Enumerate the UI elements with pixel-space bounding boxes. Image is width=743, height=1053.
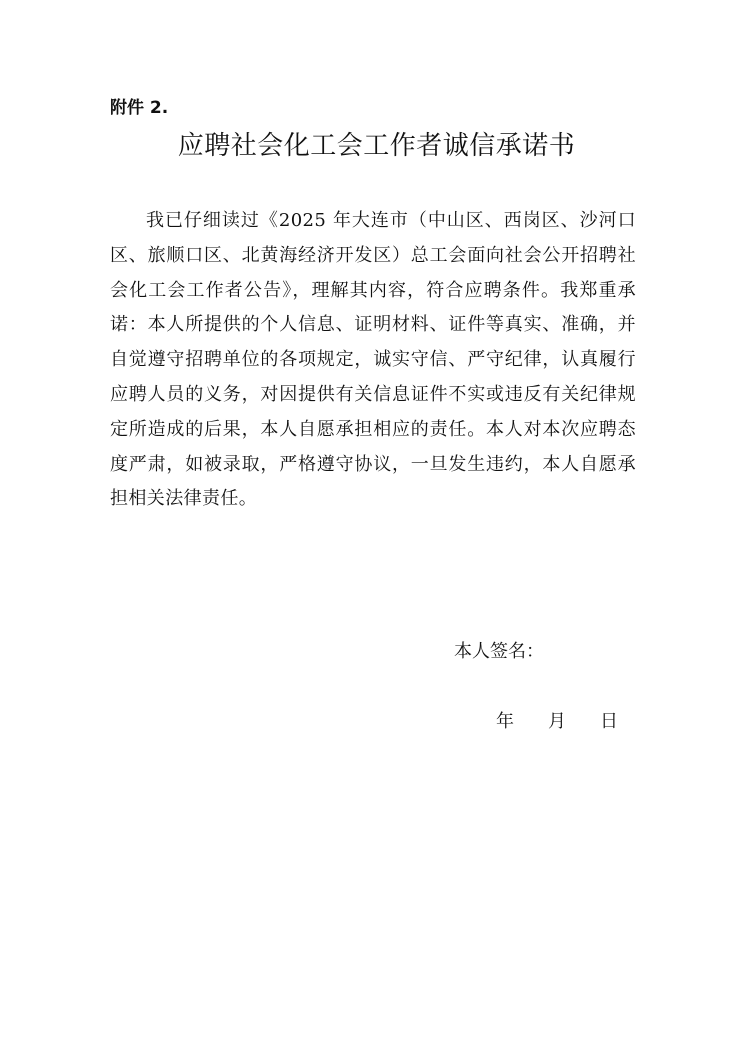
commitment-paragraph: 我已仔细读过《2025 年大连市（中山区、西岗区、沙河口区、旅顺口区、北黄海经济开发区）总工会面向社会公开招聘社会化工会工作者公告》，理解其内容，符合应聘条件。我郑重承诺：本人所提供的个人信息、证明材料、证件等真实、准确，并自觉遵守招聘单位的各项规定，诚实守信、严守纪律，认真履行应聘人员的义务，对因提供有关信息证件不实或违反有关纪律规定所造成的后果，本人自愿承担相应的责任。本人对本次应聘态度严肃，如被录取，严格遵守协议，一旦发生违约，本人自愿承担相关法律责任。 <box>110 210 636 510</box>
signature-label: 本人签名： <box>454 641 544 662</box>
date-month-label: 月 <box>548 711 566 732</box>
document-title-text: 应聘社会化工会工作者诚信承诺书 <box>177 131 576 161</box>
date-year-label: 年 <box>496 711 514 732</box>
attachment-label: 附件 2. <box>110 98 169 118</box>
document-title <box>0 128 743 164</box>
date-day-label: 日 <box>600 711 618 732</box>
